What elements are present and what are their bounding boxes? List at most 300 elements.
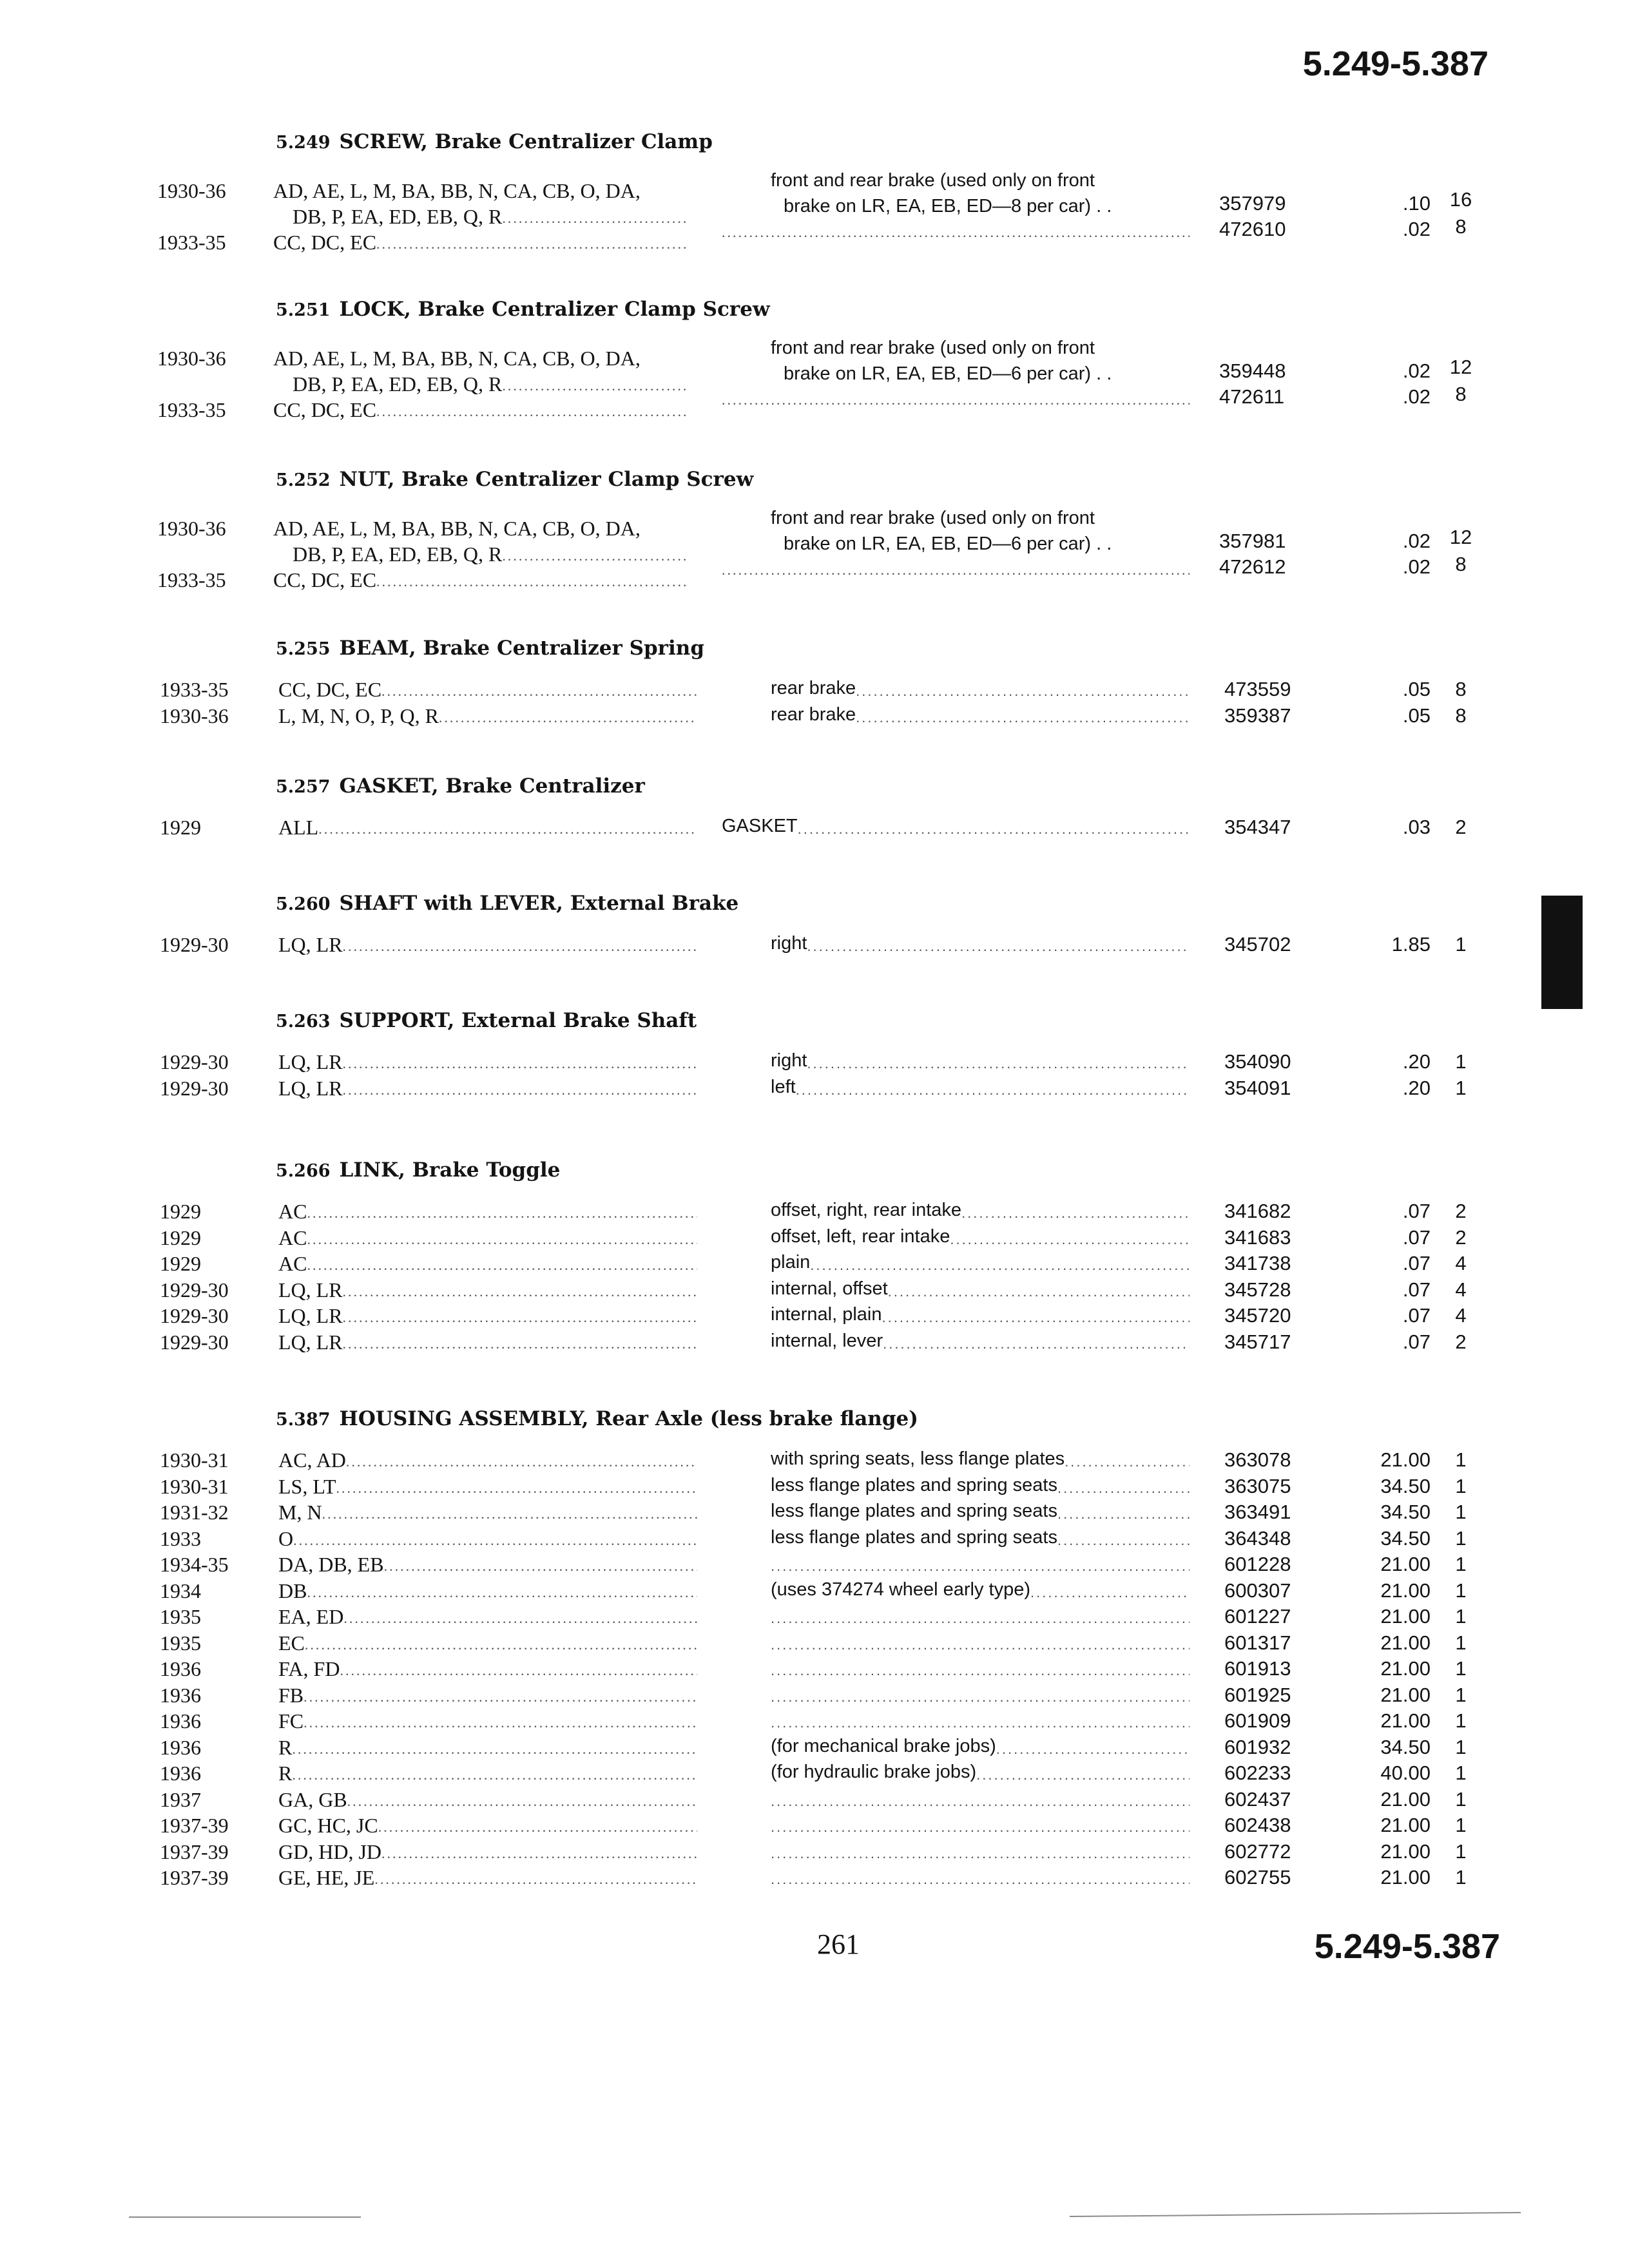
price: 21.00 [1380, 1709, 1431, 1732]
dot-leader [292, 1736, 697, 1760]
dot-leader [318, 816, 697, 840]
year-range: 1935 [160, 1631, 201, 1655]
description-text: internal, lever [771, 1330, 883, 1351]
part-number: 345728 [1224, 1278, 1291, 1301]
year-range: 1930-36 [157, 179, 226, 202]
table-row [0, 1866, 1629, 1893]
year-range: 1931-32 [160, 1501, 229, 1524]
year-range: 1930-36 [157, 517, 226, 540]
model-list [273, 231, 687, 255]
model-list-text: DB [278, 1579, 307, 1602]
part-number: 601932 [1224, 1735, 1291, 1758]
part-number: 341682 [1224, 1200, 1291, 1222]
description-text: brake on LR, EA, EB, ED—6 per car) [784, 363, 1092, 384]
model-list-cont [293, 205, 687, 229]
quantity: 1 [1455, 1076, 1467, 1099]
model-list: AD, AE, L, M, BA, BB, N, CA, CB, O, DA, [273, 179, 641, 202]
model-list-text: AC [278, 1252, 307, 1275]
year-range: 1929 [160, 1252, 201, 1275]
part-number: 345702 [1224, 933, 1291, 956]
model-list-text: DA, DB, EB [278, 1553, 384, 1576]
quantity: 12 [1449, 526, 1472, 548]
description-text: internal, offset [771, 1278, 888, 1299]
model-list [278, 1200, 697, 1224]
model-list-cont-text: DB, P, EA, ED, EB, Q, R [293, 543, 503, 566]
description [771, 1605, 1190, 1627]
dot-leader [771, 1788, 1190, 1810]
section-heading [276, 130, 713, 153]
description [771, 1736, 1190, 1758]
price: .07 [1402, 1304, 1431, 1327]
description-text: with spring seats, less flange plates [771, 1448, 1065, 1469]
description [771, 1840, 1190, 1862]
section-title: SHAFT with LEVER, External Brake [339, 892, 739, 915]
section-title: SUPPORT, External Brake Shaft [339, 1009, 697, 1032]
model-list [278, 1605, 697, 1629]
dot-leader [304, 1709, 697, 1733]
model-list [278, 816, 697, 840]
price: .07 [1402, 1225, 1431, 1249]
description [771, 933, 1190, 955]
quantity: 2 [1455, 1225, 1467, 1249]
year-range: 1933-35 [157, 568, 226, 591]
section-number: 5.266 [276, 1161, 331, 1181]
multi-line-entry [0, 170, 1629, 256]
quantity: 8 [1455, 553, 1467, 575]
description [771, 1501, 1190, 1523]
price: 34.50 [1380, 1501, 1431, 1523]
year-range: 1929-30 [160, 1278, 229, 1302]
description [771, 1553, 1190, 1575]
model-list [278, 678, 697, 702]
dot-leader [343, 1278, 697, 1302]
model-list: AD, AE, L, M, BA, BB, N, CA, CB, O, DA, [273, 517, 641, 540]
quantity: 1 [1455, 1631, 1467, 1654]
multi-line-entry [0, 338, 1629, 424]
quantity: 1 [1455, 1787, 1467, 1811]
description-text: offset, left, rear intake [771, 1225, 950, 1247]
model-list [278, 1475, 697, 1499]
table-row [0, 1331, 1629, 1358]
price: 21.00 [1380, 1631, 1431, 1654]
price: .02 [1402, 218, 1431, 240]
quantity: 4 [1455, 1252, 1467, 1274]
model-list [278, 1579, 697, 1603]
model-list [278, 1278, 697, 1302]
price: 21.00 [1380, 1657, 1431, 1680]
table-row [0, 678, 1629, 705]
price: 21.00 [1380, 1866, 1431, 1888]
price: .10 [1402, 192, 1431, 215]
part-number: 357979 [1219, 192, 1286, 215]
year-range: 1937-39 [160, 1866, 229, 1889]
dot-leader [996, 1736, 1190, 1758]
dot-leader [882, 1304, 1190, 1326]
description-text: less flange plates and spring seats [771, 1526, 1057, 1548]
model-list-text: R [278, 1735, 293, 1759]
dot-leader [293, 1527, 697, 1551]
description-blank [722, 387, 1190, 408]
description: front and rear brake (used only on front [771, 170, 1095, 191]
dot-leader [376, 231, 687, 255]
model-list-text: FB [278, 1683, 304, 1707]
part-number: 473559 [1224, 678, 1291, 700]
quantity: 2 [1455, 1200, 1467, 1222]
quantity: 8 [1455, 678, 1467, 700]
description-text: rear brake [771, 678, 856, 698]
quantity: 4 [1455, 1278, 1467, 1301]
model-list [278, 1304, 697, 1328]
description [771, 1050, 1190, 1072]
table-row [0, 1501, 1629, 1528]
dot-leader [439, 704, 697, 728]
price: .05 [1402, 678, 1431, 700]
description [771, 1448, 1190, 1470]
part-number: 601227 [1224, 1605, 1291, 1628]
model-list [278, 1077, 697, 1100]
model-list-text: AC [278, 1225, 307, 1249]
part-number: 354090 [1224, 1050, 1291, 1073]
dot-leader [856, 678, 1190, 700]
section-title: NUT, Brake Centralizer Clamp Screw [339, 468, 754, 491]
description [771, 1788, 1190, 1810]
price: 21.00 [1380, 1840, 1431, 1863]
model-list-text: LQ, LR [278, 1304, 343, 1327]
table-row [0, 816, 1629, 843]
part-number: 472610 [1219, 218, 1286, 240]
part-number: 601909 [1224, 1709, 1291, 1732]
quantity: 1 [1455, 1683, 1467, 1706]
section-number: 5.387 [276, 1410, 331, 1430]
quantity: 8 [1455, 215, 1467, 238]
dot-leader [771, 1605, 1190, 1627]
model-list-text: LQ, LR [278, 1330, 343, 1354]
table-row [0, 1762, 1629, 1789]
quantity: 2 [1455, 816, 1467, 838]
dot-leader [771, 1709, 1190, 1731]
price: 1.85 [1391, 933, 1431, 956]
part-number: 363078 [1224, 1448, 1291, 1471]
quantity: 1 [1455, 1866, 1467, 1888]
model-list-text: CC, DC, EC [273, 231, 377, 254]
dot-leader [798, 816, 1190, 838]
model-list-text: GE, HE, JE [278, 1866, 375, 1889]
quantity: 1 [1455, 1526, 1467, 1550]
dot-leader [722, 557, 1190, 579]
description [771, 1278, 1190, 1300]
model-list [278, 1866, 697, 1890]
dot-leader [343, 1050, 697, 1074]
part-number: 602437 [1224, 1787, 1291, 1811]
description [771, 1226, 1190, 1248]
description [771, 1200, 1190, 1222]
dot-leader [336, 1475, 698, 1499]
quantity: 1 [1455, 1735, 1467, 1758]
quantity: 1 [1455, 1579, 1467, 1602]
price: 21.00 [1380, 1448, 1431, 1471]
price: .07 [1402, 1330, 1431, 1353]
section-title: SCREW, Brake Centralizer Clamp [339, 130, 713, 153]
part-number: 364348 [1224, 1526, 1291, 1550]
table-row [0, 1657, 1629, 1684]
section-title: GASKET, Brake Centralizer [339, 774, 645, 798]
model-list [278, 1709, 697, 1733]
year-range: 1936 [160, 1683, 201, 1707]
model-list [273, 398, 687, 422]
dot-leader [346, 1448, 697, 1472]
year-range: 1937-39 [160, 1840, 229, 1863]
quantity: 1 [1455, 1050, 1467, 1073]
quantity: 1 [1455, 1474, 1467, 1497]
model-list [278, 1553, 697, 1577]
dot-leader [883, 1331, 1190, 1352]
dot-leader [976, 1762, 1190, 1783]
section-number: 5.249 [276, 133, 331, 153]
dot-leader [381, 678, 697, 702]
dot-leader [307, 1252, 697, 1276]
part-number: 359448 [1219, 360, 1286, 382]
model-list [278, 1226, 697, 1250]
year-range: 1929-30 [160, 1304, 229, 1327]
description-text: right [771, 1050, 807, 1071]
dot-leader [292, 1762, 697, 1785]
year-range: 1929-30 [160, 933, 229, 956]
price: .05 [1402, 704, 1431, 727]
table-row [0, 1304, 1629, 1331]
dot-leader [376, 568, 687, 592]
description-text: (for hydraulic brake jobs) [771, 1762, 977, 1782]
year-range: 1933-35 [160, 678, 229, 701]
year-range: 1934-35 [160, 1553, 229, 1576]
dot-leader [376, 398, 687, 422]
year-range: 1936 [160, 1735, 201, 1759]
price: 40.00 [1380, 1762, 1431, 1784]
description [771, 1866, 1190, 1888]
table-row [0, 704, 1629, 731]
part-number: 601925 [1224, 1683, 1291, 1706]
dot-leader [305, 1631, 697, 1655]
table-row [0, 1200, 1629, 1227]
part-number: 602772 [1224, 1840, 1291, 1863]
description-text: (for mechanical brake jobs) [771, 1735, 996, 1756]
quantity: 2 [1455, 1330, 1467, 1353]
dot-leader [722, 219, 1190, 241]
part-number: 363491 [1224, 1501, 1291, 1523]
year-range: 1933-35 [157, 231, 226, 254]
table-row [0, 1788, 1629, 1815]
dot-leader [771, 1553, 1190, 1575]
dot-leader [810, 1252, 1190, 1274]
description-text: rear brake [771, 704, 856, 725]
dot-leader [771, 1866, 1190, 1888]
section-heading [276, 468, 753, 491]
part-number: 341683 [1224, 1225, 1291, 1249]
dot-leader [322, 1501, 697, 1524]
scan-edge-line-left [129, 2216, 361, 2218]
year-range: 1930-36 [157, 347, 226, 370]
dot-leader [381, 1840, 697, 1864]
part-number: 345720 [1224, 1304, 1291, 1327]
dot-leader [771, 1840, 1190, 1862]
dot-leader: . . [1091, 196, 1112, 216]
table-row [0, 1579, 1629, 1606]
dot-leader [888, 1278, 1190, 1300]
model-list-text: GD, HD, JD [278, 1840, 381, 1863]
price: .02 [1402, 360, 1431, 382]
dot-leader [343, 933, 697, 957]
quantity: 1 [1455, 1448, 1467, 1471]
model-list-text: EC [278, 1631, 305, 1655]
table-row [0, 1631, 1629, 1658]
part-number: 472611 [1219, 385, 1285, 408]
part-number: 354091 [1224, 1076, 1291, 1099]
year-range: 1936 [160, 1762, 201, 1785]
dot-leader [722, 387, 1190, 408]
dot-leader: . . [1091, 533, 1112, 554]
part-number: 601913 [1224, 1657, 1291, 1680]
price: .02 [1402, 385, 1431, 408]
description [771, 1684, 1190, 1706]
year-range: 1934 [160, 1579, 201, 1602]
dot-leader [1065, 1448, 1190, 1470]
year-range: 1933 [160, 1526, 201, 1550]
description [771, 1631, 1190, 1653]
model-list-text: FA, FD [278, 1657, 340, 1680]
section-number: 5.260 [276, 894, 331, 914]
price: .02 [1402, 530, 1431, 552]
part-number: 354347 [1224, 816, 1291, 838]
table-row [0, 1684, 1629, 1711]
description-cont [784, 196, 1112, 217]
year-range: 1935 [160, 1605, 201, 1628]
description-cont [784, 533, 1112, 555]
description [771, 704, 1190, 726]
dot-leader [343, 1304, 697, 1328]
price: 34.50 [1380, 1735, 1431, 1758]
model-list-cont [293, 372, 687, 396]
model-list [278, 1736, 697, 1760]
price: 21.00 [1380, 1814, 1431, 1836]
model-list [278, 704, 697, 728]
table-row [0, 1252, 1629, 1279]
price: .07 [1402, 1278, 1431, 1301]
description [771, 1527, 1190, 1549]
description [722, 816, 1190, 838]
model-list [278, 1762, 697, 1785]
part-number: 357981 [1219, 530, 1286, 552]
dot-leader [378, 1814, 697, 1838]
table-row [0, 1050, 1629, 1077]
description [771, 1077, 1190, 1099]
part-number: 602438 [1224, 1814, 1291, 1836]
model-list [278, 1448, 697, 1472]
model-list-text: FC [278, 1709, 304, 1733]
model-list-cont-text: DB, P, EA, ED, EB, Q, R [293, 372, 503, 396]
model-list [273, 568, 687, 592]
price: .07 [1402, 1200, 1431, 1222]
model-list [278, 1788, 697, 1812]
description-text: internal, plain [771, 1304, 882, 1325]
section-heading [276, 1407, 918, 1430]
year-range: 1930-31 [160, 1448, 229, 1472]
dot-leader [304, 1684, 697, 1707]
dot-leader [950, 1226, 1190, 1248]
price: .20 [1402, 1076, 1431, 1099]
model-list-text: LQ, LR [278, 1076, 343, 1100]
model-list-text: LQ, LR [278, 1278, 343, 1302]
section-title: LINK, Brake Toggle [339, 1158, 561, 1182]
dot-leader [1057, 1475, 1190, 1497]
part-number: 359387 [1224, 704, 1291, 727]
description [771, 1475, 1190, 1497]
section-title: HOUSING ASSEMBLY, Rear Axle (less brake flange) [339, 1407, 918, 1430]
table-row [0, 1278, 1629, 1305]
quantity: 1 [1455, 1840, 1467, 1863]
description [771, 678, 1190, 700]
model-list [278, 1050, 697, 1074]
dot-leader [961, 1200, 1190, 1222]
dot-leader [343, 1605, 697, 1629]
model-list [278, 1631, 697, 1655]
section-number: 5.263 [276, 1012, 331, 1032]
year-range: 1929-30 [160, 1330, 229, 1354]
dot-leader [502, 205, 687, 229]
part-number: 363075 [1224, 1474, 1291, 1497]
dot-leader [1030, 1579, 1190, 1601]
table-row [0, 933, 1629, 960]
price: .07 [1402, 1252, 1431, 1274]
description-text: less flange plates and spring seats [771, 1474, 1057, 1495]
year-range: 1937-39 [160, 1814, 229, 1837]
description-text: offset, right, rear intake [771, 1200, 962, 1220]
description [771, 1304, 1190, 1326]
model-list-cont-text: DB, P, EA, ED, EB, Q, R [293, 205, 503, 228]
model-list-text: R [278, 1762, 293, 1785]
quantity: 1 [1455, 1553, 1467, 1575]
table-row [0, 1448, 1629, 1475]
year-range: 1930-36 [160, 704, 229, 727]
dot-leader [796, 1077, 1190, 1099]
description-text: GASKET [722, 816, 798, 836]
price: 21.00 [1380, 1683, 1431, 1706]
model-list-text: ALL [278, 816, 319, 839]
dot-leader [502, 372, 687, 396]
description [771, 1579, 1190, 1601]
table-row [0, 1475, 1629, 1502]
section-heading [276, 892, 738, 915]
description [771, 1252, 1190, 1274]
model-list [278, 1814, 697, 1838]
dot-leader [771, 1684, 1190, 1706]
year-range: 1936 [160, 1657, 201, 1680]
part-number: 600307 [1224, 1579, 1291, 1602]
description-cont [784, 363, 1112, 385]
price: 21.00 [1380, 1553, 1431, 1575]
section-heading [276, 1009, 697, 1032]
quantity: 16 [1449, 188, 1472, 211]
description-text: left [771, 1076, 796, 1097]
model-list-text: LQ, LR [278, 1050, 343, 1073]
section-number: 5.257 [276, 777, 331, 797]
dot-leader [807, 933, 1190, 955]
dot-leader [771, 1657, 1190, 1679]
description [771, 1331, 1190, 1352]
quantity: 1 [1455, 1814, 1467, 1836]
dot-leader [347, 1788, 697, 1812]
description [771, 1657, 1190, 1679]
header-page-range: 5.249-5.387 [1302, 44, 1489, 83]
quantity: 1 [1455, 933, 1467, 956]
